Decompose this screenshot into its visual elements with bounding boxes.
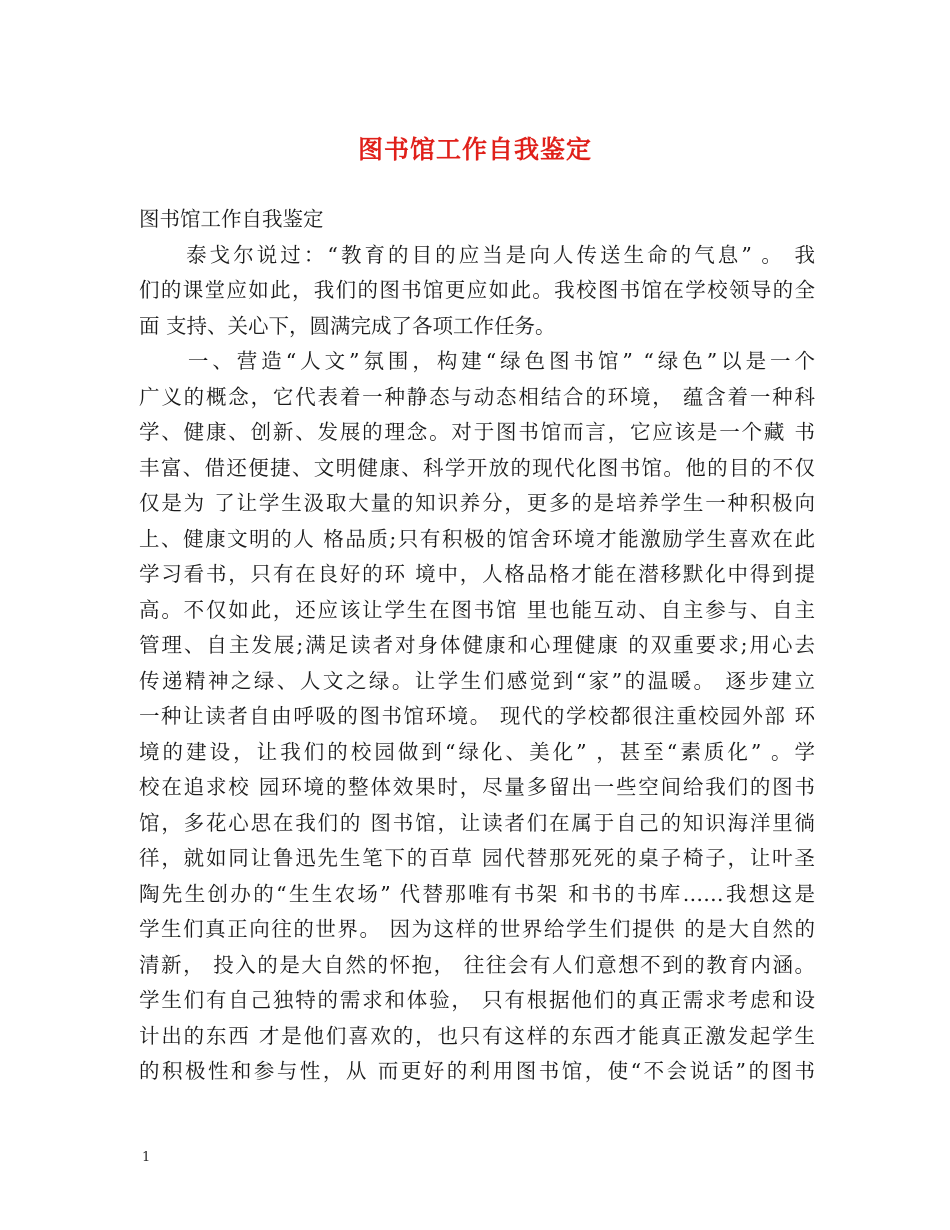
text-line: 学生们有自己独特的需求和体验， 只有根据他们的真正需求考虑和设 bbox=[139, 988, 815, 1012]
text-line: 计出的东西 才是他们喜欢的，也只有这样的东西才能真正激发起学生 bbox=[139, 1023, 815, 1048]
text-line: 一种让读者自由呼吸的图书馆环境。 现代的学校都很注重校园外部 环 bbox=[139, 704, 815, 728]
text-line: 的积极性和参与性，从 而更好的利用图书馆，使“不会说话”的图书 bbox=[139, 1059, 815, 1083]
text-line: 学生们真正向往的世界。 因为这样的世界给学生们提供 的是大自然的 bbox=[139, 917, 815, 941]
text-line: 面 支持、关心下，圆满完成了各项工作任务。 bbox=[139, 313, 556, 338]
text-line: 仅是为 了让学生汲取大量的知识养分，更多的是培养学生一种积极向 bbox=[139, 491, 815, 515]
text-line: 广义的概念，它代表着一种静态与动态相结合的环境， 蕴含着一种科 bbox=[139, 384, 815, 409]
text-line: 一、营造“人文”氛围，构建“绿色图书馆” “绿色”以是一个 bbox=[139, 349, 815, 373]
text-line: 管理、自主发展;满足读者对身体健康和心理健康 的双重要求;用心去 bbox=[139, 633, 815, 657]
text-line: 馆，多花心思在我们的 图书馆，让读者们在属于自己的知识海洋里徜 bbox=[139, 810, 815, 835]
text-line: 泰戈尔说过：“教育的目的应当是向人传送生命的气息” 。 我 bbox=[139, 242, 815, 267]
text-line: 丰富、借还便捷、文明健康、科学开放的现代化图书馆。他的目的不仅 bbox=[139, 455, 815, 480]
text-line: 学习看书，只有在良好的环 境中，人格品格才能在潜移默化中得到提 bbox=[139, 562, 815, 586]
page-number: 1 bbox=[142, 1150, 151, 1165]
page-title: 图书馆工作自我鉴定 bbox=[357, 135, 592, 164]
text-line: 图书馆工作自我鉴定 bbox=[139, 207, 324, 231]
text-line: 高。不仅如此，还应该让学生在图书馆 里也能互动、自主参与、自主 bbox=[139, 597, 815, 622]
text-line: 传递精神之绿、人文之绿。让学生们感觉到“家”的温暖。 逐步建立 bbox=[139, 668, 815, 693]
text-line: 境的建设，让我们的校园做到“绿化、美化” ，甚至“素质化” 。学 bbox=[139, 739, 815, 764]
text-line: 学、健康、创新、发展的理念。对于图书馆而言，它应该是一个藏 书 bbox=[139, 420, 815, 444]
body-text bbox=[139, 202, 815, 1090]
text-line: 上、健康文明的人 格品质;只有积极的馆舍环境才能激励学生喜欢在此 bbox=[139, 526, 815, 551]
text-line: 校在追求校 园环境的整体效果时，尽量多留出一些空间给我们的图书 bbox=[139, 775, 815, 799]
text-line: 清新， 投入的是大自然的怀抱， 往往会有人们意想不到的教育内涵。 bbox=[139, 952, 815, 977]
text-line: 陶先生创办的“生生农场” 代替那唯有书架 和书的书库……我想这是 bbox=[139, 881, 815, 906]
text-line: 们的课堂应如此，我们的图书馆更应如此。我校图书馆在学校领导的全 bbox=[139, 278, 815, 302]
text-line: 徉，就如同让鲁迅先生笔下的百草 园代替那死死的桌子椅子，让叶圣 bbox=[139, 846, 815, 870]
